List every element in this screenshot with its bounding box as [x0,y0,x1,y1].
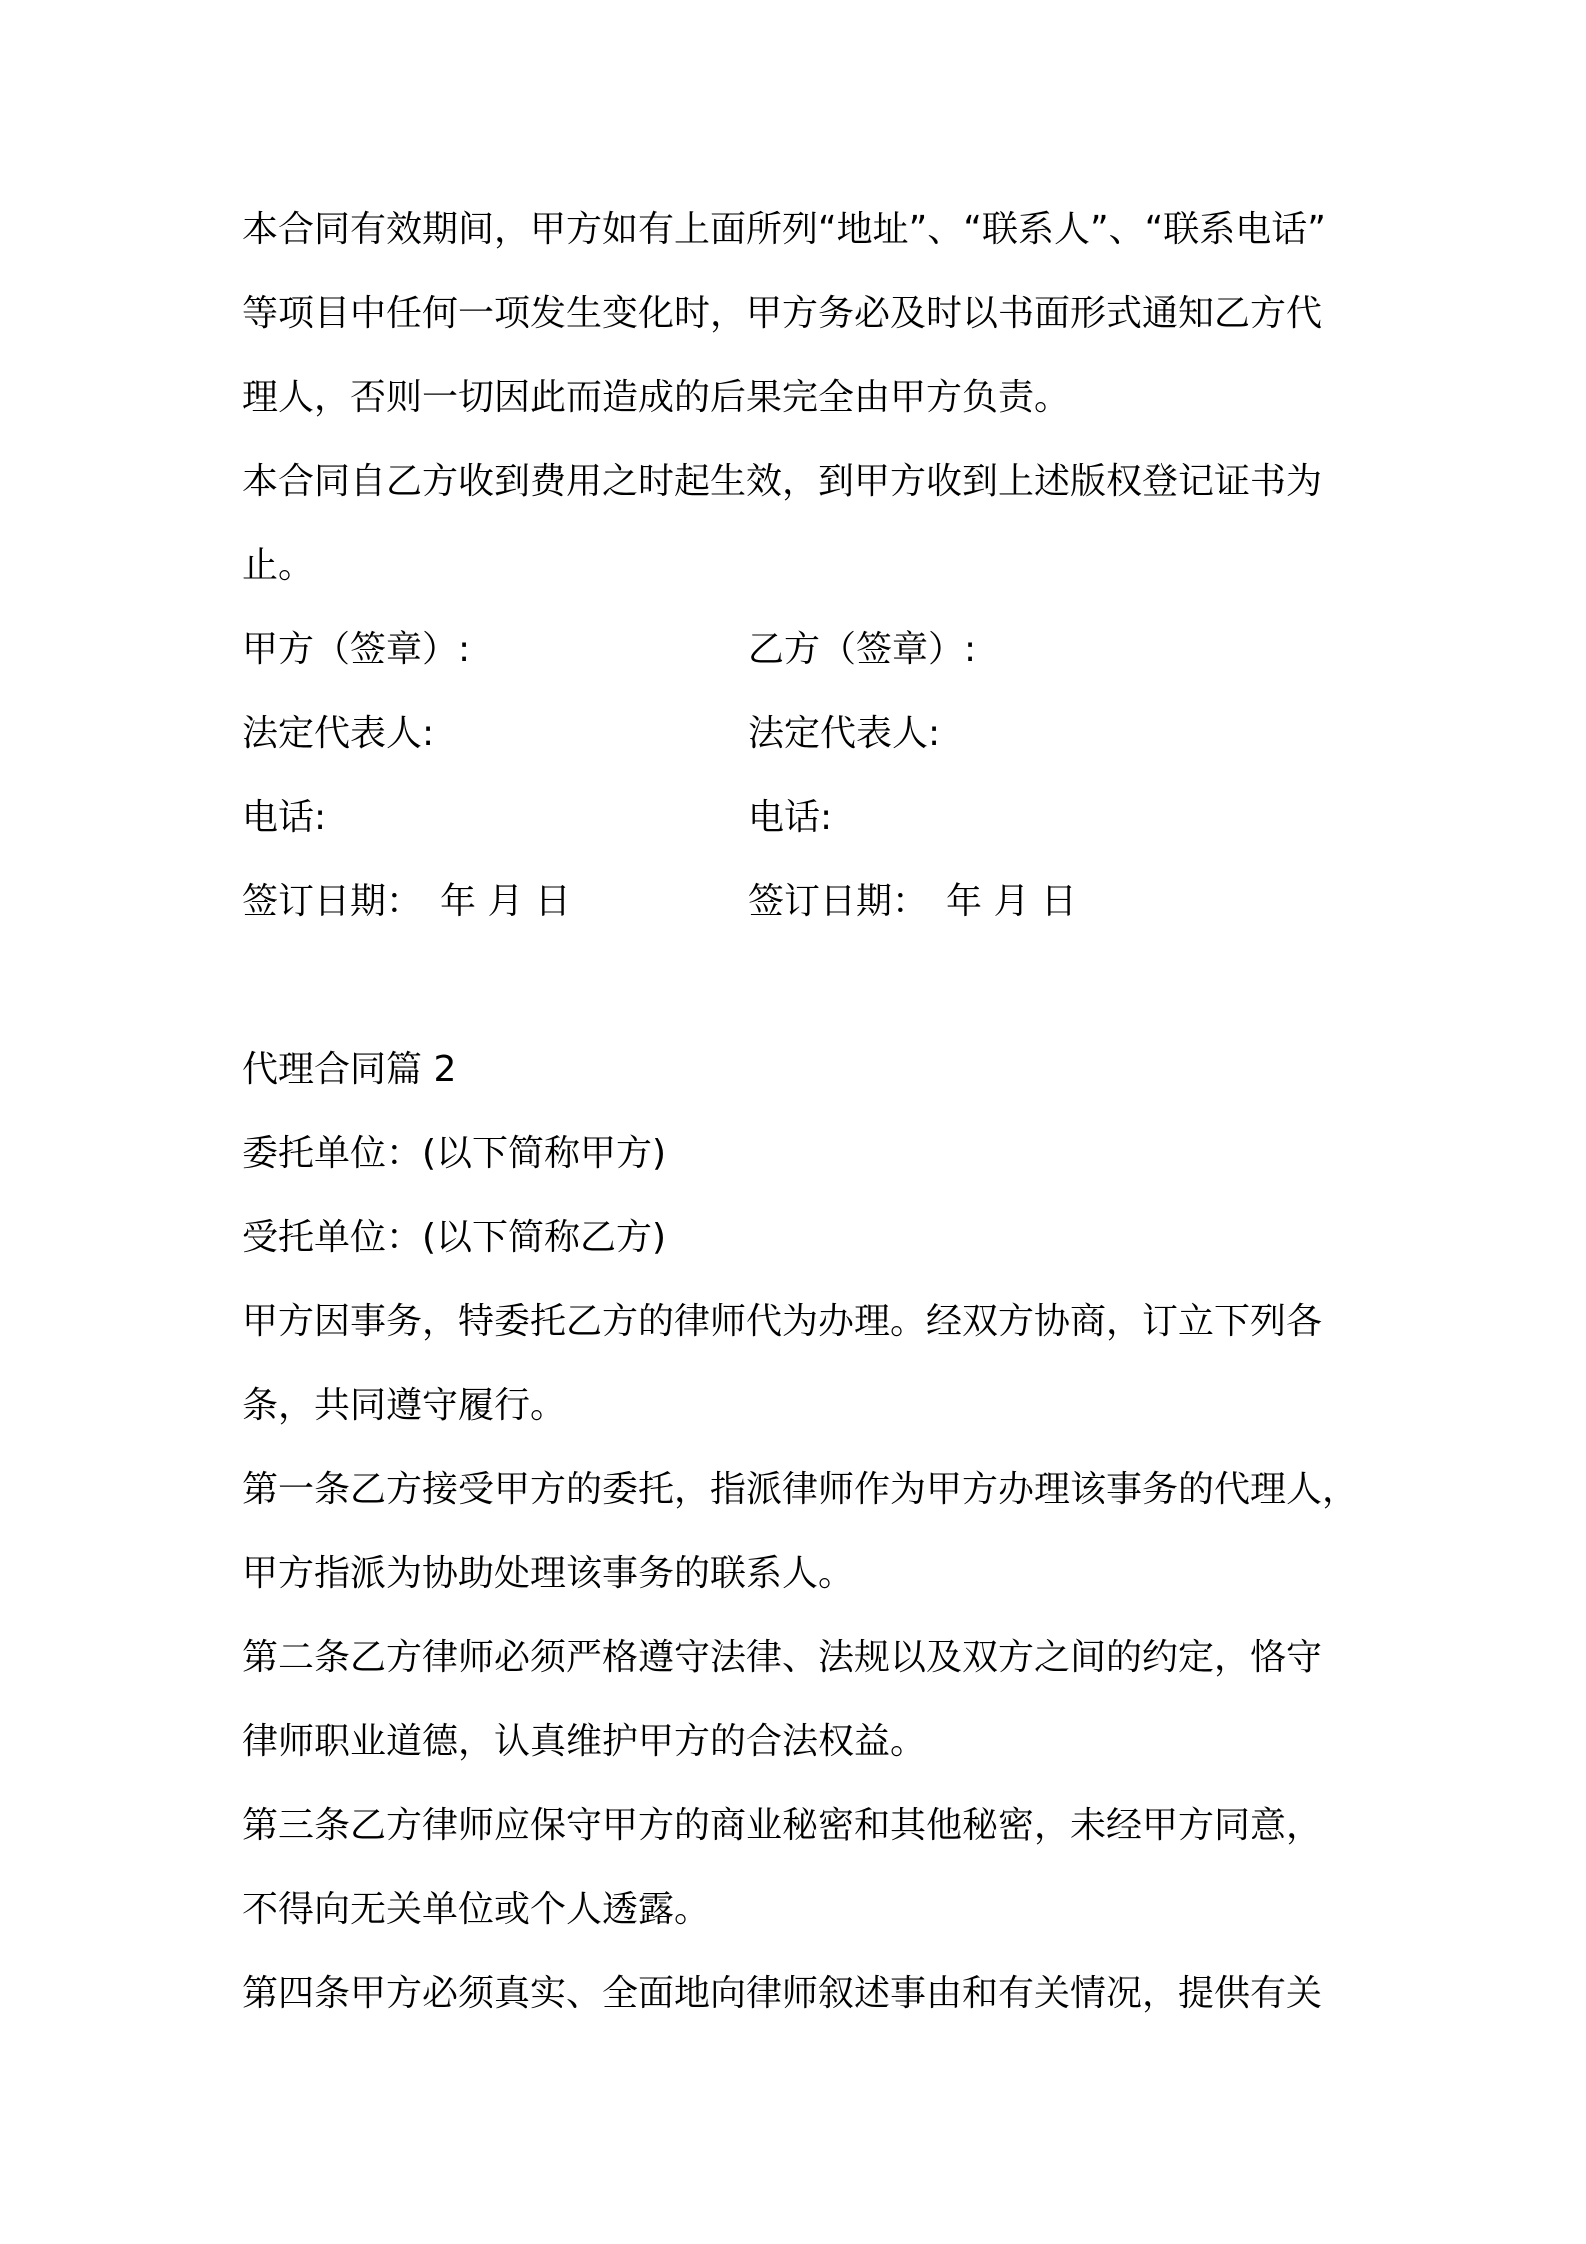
party-a-date: 签订日期： 年 月 日 [242,881,571,922]
party-b-date: 签订日期： 年 月 日 [748,881,1077,922]
party-b-phone: 电话: [748,797,833,838]
intro-line-1: 甲方因事务，特委托乙方的律师代为办理。经双方协商，订立下列各 [242,1301,1323,1342]
article3-line-1: 第三条乙方律师应保守甲方的商业秘密和其他秘密，未经甲方同意， [242,1805,1323,1846]
effective-paragraph-line-1: 本合同自乙方收到费用之时起生效，到甲方收到上述版权登记证书为 [242,461,1323,502]
article2-line-2: 律师职业道德，认真维护甲方的合法权益。 [242,1721,927,1762]
agent-line: 受托单位：(以下简称乙方) [242,1217,667,1258]
party-b-seal: 乙方（签章）: [748,629,977,670]
article1-line-1: 第一条乙方接受甲方的委托，指派律师作为甲方办理该事务的代理人， [242,1469,1359,1510]
client-line: 委托单位：(以下简称甲方) [242,1133,667,1174]
article4-line-1: 第四条甲方必须真实、全面地向律师叙述事由和有关情况，提供有关 [242,1973,1323,2014]
section2-title: 代理合同篇 2 [242,1049,457,1090]
article3-line-2: 不得向无关单位或个人透露。 [242,1889,711,1930]
party-a-representative: 法定代表人: [242,713,435,754]
validity-paragraph-line-1: 本合同有效期间，甲方如有上面所列“地址”、“联系人”、“联系电话” [242,209,1326,250]
validity-paragraph-line-3: 理人，否则一切因此而造成的后果完全由甲方负责。 [242,377,1071,418]
party-b-representative: 法定代表人: [748,713,941,754]
effective-paragraph-line-2: 止。 [242,545,315,586]
party-a-seal: 甲方（签章）: [242,629,471,670]
article2-line-1: 第二条乙方律师必须严格遵守法律、法规以及双方之间的约定，恪守 [242,1637,1323,1678]
party-a-phone: 电话: [242,797,327,838]
intro-line-2: 条，共同遵守履行。 [242,1385,567,1426]
article1-line-2: 甲方指派为协助处理该事务的联系人。 [242,1553,855,1594]
validity-paragraph-line-2: 等项目中任何一项发生变化时，甲方务必及时以书面形式通知乙方代 [242,293,1323,334]
